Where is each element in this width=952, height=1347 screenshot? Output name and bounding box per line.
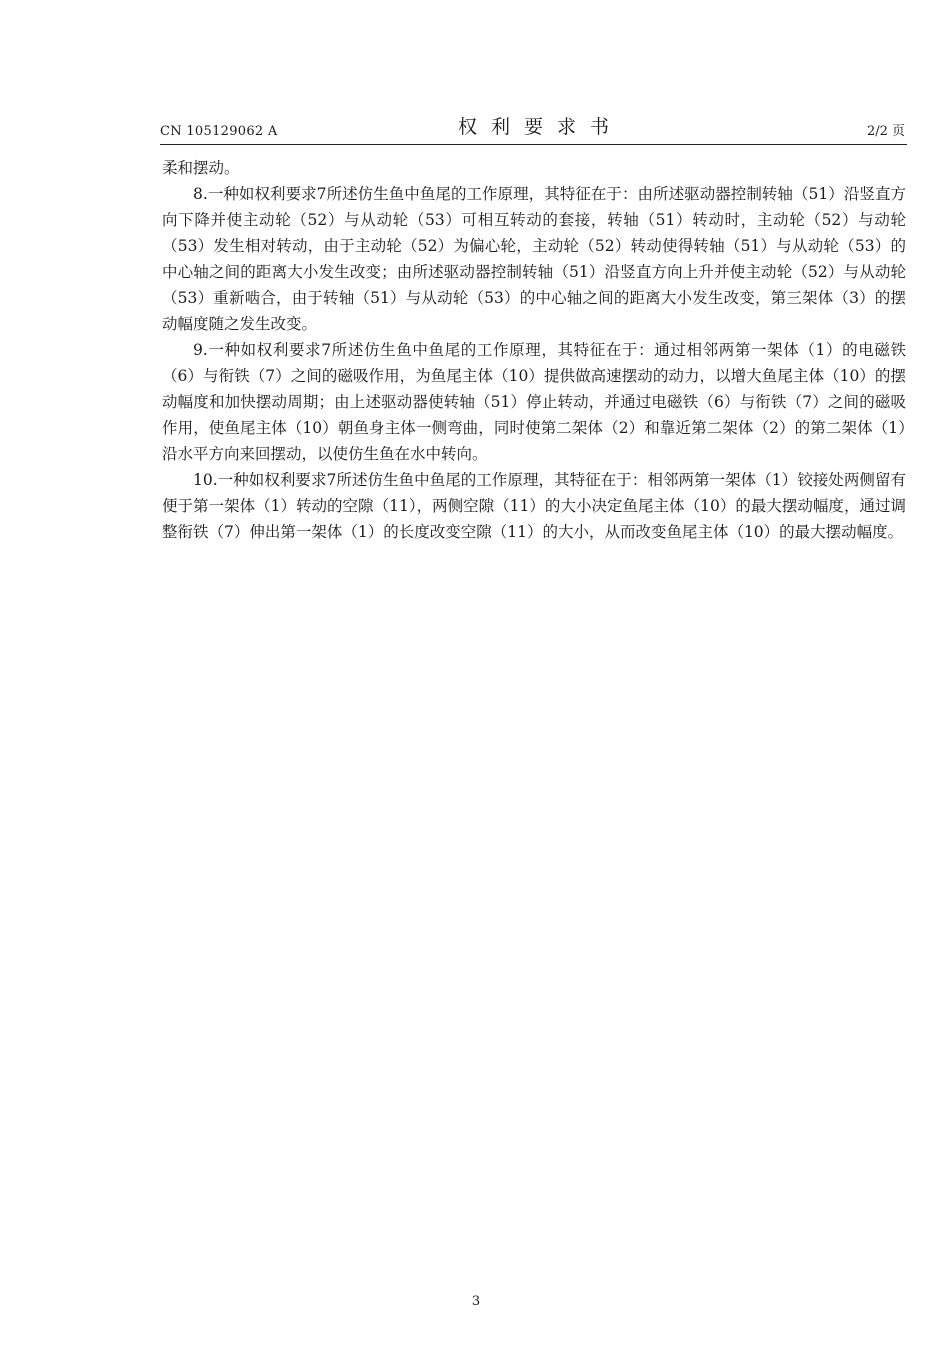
publication-number: CN 105129062 A: [160, 124, 278, 139]
claim-9: 9.一种如权利要求7所述仿生鱼中鱼尾的工作原理，其特征在于：通过相邻两第一架体（1）的电磁铁（6）与衔铁（7）之间的磁吸作用，为鱼尾主体（10）提供做高速摆动的动力，以增大鱼尾主体（10）的摆动幅度和加快摆动周期；由上述驱动器使转轴（51）停止转动，并通过电磁铁（6）与衔铁（7）之间的磁吸作用，使鱼尾主体（10）朝鱼身主体一侧弯曲，同时使第二架体（2）和靠近第二架体（2）的第二架体（1）沿水平方向来回摆动，以使仿生鱼在水中转向。: [162, 341, 906, 463]
claim-8: 8.一种如权利要求7所述仿生鱼中鱼尾的工作原理，其特征在于：由所述驱动器控制转轴（51）沿竖直方向下降并使主动轮（52）与从动轮（53）可相互转动的套接，转轴（51）转动时，主动轮（52）与动轮（53）发生相对转动，由于主动轮（52）为偏心轮，主动轮（52）转动使得转轴（51）与从动轮（53）的中心轴之间的距离大小发生改变；由所述驱动器控制转轴（51）沿竖直方向上升并使主动轮（52）与从动轮（53）重新啮合，由于转轴（51）与从动轮（53）的中心轴之间的距离大小发生改变，第三架体（3）的摆动幅度随之发生改变。: [162, 185, 906, 333]
claims-body: [162, 155, 906, 545]
page-indicator: 2/2 页: [866, 124, 905, 139]
document-title: 权利要求书: [457, 116, 623, 138]
claim-continuation: 柔和摆动。: [162, 159, 240, 177]
claim-10: 10.一种如权利要求7所述仿生鱼中鱼尾的工作原理，其特征在于：相邻两第一架体（1）铰接处两侧留有便于第一架体（1）转动的空隙（11），两侧空隙（11）的大小决定鱼尾主体（10）的最大摆动幅度，通过调整衔铁（7）伸出第一架体（1）的长度改变空隙（11）的大小，从而改变鱼尾主体（10）的最大摆动幅度。: [162, 471, 906, 541]
page-number: 3: [471, 1294, 481, 1309]
page-header: [160, 112, 907, 145]
